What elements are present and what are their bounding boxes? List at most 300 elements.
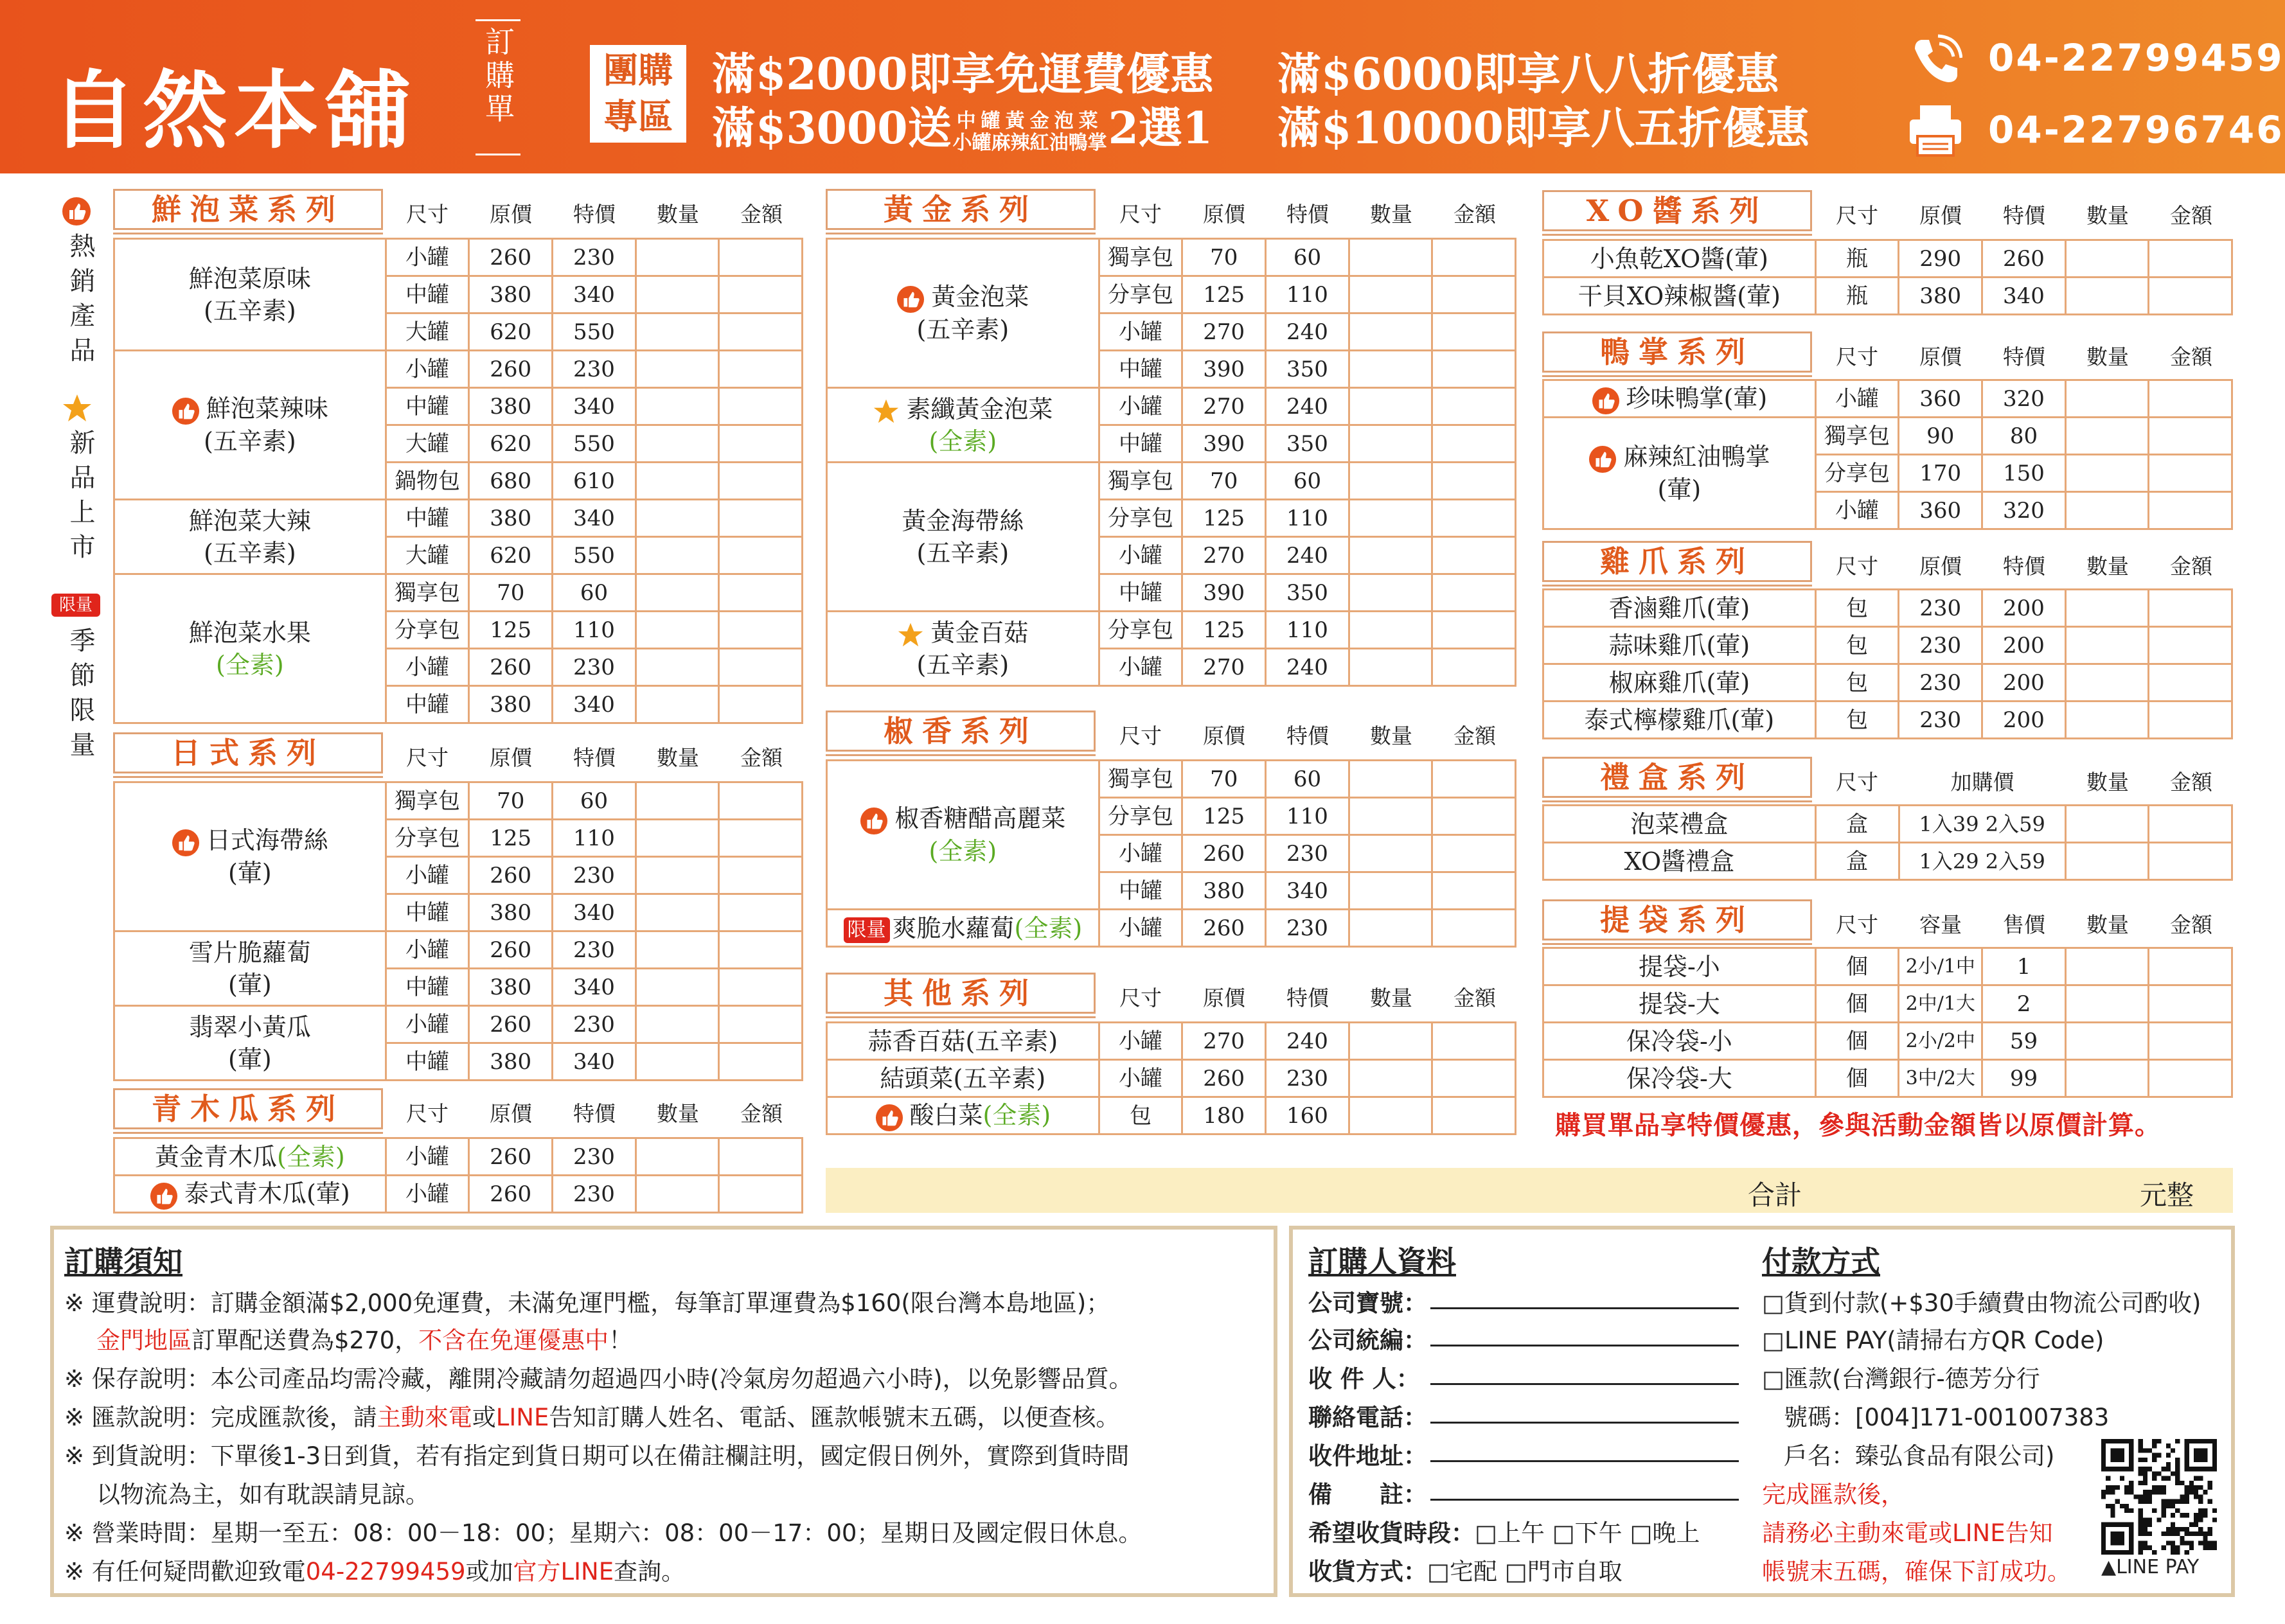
linepay-label: ▲LINE PAY [2101, 1556, 2200, 1578]
table-row [1543, 664, 2232, 702]
amount-cell [1432, 1060, 1516, 1097]
notice-contact-line[interactable]: 官方LINE [513, 1558, 614, 1585]
promo-free-shipping: 滿$2000即享免運費優惠 [712, 49, 1214, 100]
column-header: 尺寸 [1836, 203, 1878, 228]
product-name-cell [1543, 278, 1816, 315]
quantity-cell[interactable] [1349, 463, 1432, 500]
amount-cell [2149, 806, 2232, 843]
product-name: 黃金泡菜 [931, 283, 1029, 312]
column-header: 數量 [2086, 770, 2129, 795]
column-header: 數量 [2086, 344, 2129, 369]
header-phone-number: 04-22799459 [1988, 36, 2284, 80]
quantity-cell[interactable] [636, 969, 719, 1006]
quantity-cell[interactable] [636, 463, 719, 500]
table-row [1543, 627, 2232, 664]
quantity-cell[interactable] [636, 574, 719, 612]
amount-cell [2149, 985, 2232, 1023]
size-cell: 分享包 [1099, 612, 1182, 649]
payment-cod[interactable]: □貨到付款(+$30手續費由物流公司酌收) [1762, 1289, 2201, 1317]
special-price-cell: 350 [1266, 574, 1349, 612]
delivery-time-label: 希望收貨時段： [1308, 1519, 1475, 1547]
column-header: 尺寸 [1836, 770, 1878, 795]
product-name-cell [1543, 806, 1816, 843]
size-cell: 分享包 [1815, 455, 1899, 492]
product-table [113, 238, 803, 724]
legend-hot-text [62, 233, 93, 382]
brand-name: 自然本舖 [51, 62, 416, 161]
column-header: 尺寸 [1836, 912, 1878, 937]
payment-account: 號碼：[004]171-001007383 [1784, 1404, 2110, 1431]
product-tag: (五辛素) [916, 315, 1009, 344]
original-price-cell: 620 [469, 425, 553, 463]
quantity-cell[interactable] [636, 857, 719, 894]
quantity-cell[interactable] [2065, 702, 2149, 739]
amount-cell [1432, 239, 1516, 276]
notice-remit-call: 主動來電 [377, 1404, 472, 1431]
original-price-cell: 260 [469, 649, 553, 686]
section-title: 鮮泡菜系列 [113, 189, 383, 230]
amount-cell [719, 1176, 803, 1213]
quantity-cell[interactable] [1349, 537, 1432, 574]
column-header: 尺寸 [1119, 723, 1162, 748]
total-label: 合計 [1748, 1179, 1802, 1211]
quantity-cell[interactable] [1349, 612, 1432, 649]
size-cell: 小罐 [1099, 910, 1182, 947]
quantity-cell[interactable] [2065, 985, 2149, 1023]
product-name: 泡菜禮盒 [1630, 809, 1729, 838]
table-row [827, 388, 1516, 425]
product-name: 黃金百菇 [930, 618, 1029, 647]
quantity-cell[interactable] [636, 894, 719, 931]
quantity-cell[interactable] [1349, 1060, 1432, 1097]
product-table [1542, 239, 2233, 315]
amount-cell [719, 388, 803, 425]
table-row [1543, 240, 2232, 278]
size-cell: 小罐 [1815, 492, 1899, 529]
amount-cell [719, 351, 803, 388]
amount-cell [1432, 574, 1516, 612]
product-name-cell [1543, 590, 1816, 627]
notice-delivery-2: 以物流為主，如有耽誤請見諒。 [96, 1481, 429, 1508]
phone-input[interactable] [1430, 1398, 1739, 1424]
quantity-cell[interactable] [1349, 574, 1432, 612]
field-recipient-label: 收 件 人： [1308, 1365, 1420, 1393]
amount-cell [2149, 843, 2232, 880]
amount-cell [2149, 1060, 2232, 1097]
table-row [1543, 380, 2232, 418]
original-price-cell: 260 [469, 351, 553, 388]
size-cell: 小罐 [386, 239, 469, 276]
quantity-cell[interactable] [1349, 239, 1432, 276]
quantity-cell[interactable] [636, 1176, 719, 1213]
special-price-cell: 230 [553, 649, 636, 686]
special-price-cell: 240 [1266, 649, 1349, 686]
quantity-cell[interactable] [2065, 380, 2149, 418]
promo-85-discount: 滿$10000即享八五折優惠 [1277, 103, 1809, 154]
address-input[interactable] [1430, 1436, 1739, 1462]
star-icon [62, 393, 93, 423]
payment-warning-2: 請務必主動來電或LINE告知 [1762, 1519, 2053, 1547]
quantity-cell[interactable] [636, 388, 719, 425]
special-price-cell: 200 [1982, 702, 2066, 739]
quantity-cell[interactable] [1349, 835, 1432, 872]
column-header: 特價 [573, 745, 616, 770]
quantity-cell[interactable] [636, 612, 719, 649]
product-name: 香滷雞爪(葷) [1608, 594, 1750, 622]
quantity-cell[interactable] [2065, 455, 2149, 492]
amount-cell [1432, 910, 1516, 947]
star-icon [897, 622, 924, 648]
column-header: 尺寸 [1836, 344, 1878, 369]
section-title: 其他系列 [826, 973, 1096, 1014]
size-cell: 中罐 [386, 686, 469, 723]
quantity-cell[interactable] [1349, 500, 1432, 537]
table-row [114, 500, 803, 537]
product-name-cell [827, 463, 1099, 612]
amount-cell [1432, 425, 1516, 463]
amount-cell [719, 686, 803, 723]
order-form-label [476, 19, 520, 155]
table-row [114, 239, 803, 276]
fax-icon [1908, 104, 1962, 157]
qr-code-icon[interactable] [2101, 1439, 2217, 1555]
column-header: 容量 [1919, 912, 1962, 937]
amount-cell [2149, 492, 2232, 529]
amount-cell [719, 612, 803, 649]
product-name-cell [1543, 702, 1816, 739]
product-name-cell [114, 1006, 386, 1081]
original-price-cell: 380 [1899, 278, 1982, 315]
size-cell: 小罐 [1099, 313, 1182, 351]
size-cell: 小罐 [1815, 380, 1899, 418]
section-title: 雞爪系列 [1542, 541, 1812, 582]
quantity-cell[interactable] [1349, 388, 1432, 425]
column-header: 特價 [1286, 985, 1329, 1011]
table-row [114, 1138, 803, 1176]
product-name: 鮮泡菜原味 [188, 264, 311, 293]
amount-cell [2149, 380, 2232, 418]
thumbs-up-icon [1592, 387, 1620, 415]
quantity-cell[interactable] [636, 276, 719, 313]
table-row [827, 761, 1516, 798]
special-price-cell: 340 [1266, 872, 1349, 910]
header-banner [0, 0, 2285, 173]
product-name-cell [827, 239, 1099, 388]
quantity-cell[interactable] [1349, 649, 1432, 686]
product-name-cell [114, 1138, 386, 1176]
section-title: 鴨掌系列 [1542, 331, 1812, 373]
product-name: 雪片脆蘿蔔 [188, 938, 311, 967]
size-cell: 個 [1815, 1023, 1899, 1060]
quantity-cell[interactable] [1349, 910, 1432, 947]
tax-id-input[interactable] [1430, 1321, 1739, 1346]
product-name: 翡翠小黃瓜 [188, 1012, 311, 1041]
quantity-cell[interactable] [1349, 425, 1432, 463]
original-price-cell: 390 [1182, 574, 1266, 612]
delivery-method-options[interactable]: □宅配 □門市自取 [1427, 1558, 1623, 1585]
original-price-cell: 125 [469, 612, 553, 649]
quantity-cell[interactable] [2065, 418, 2149, 455]
original-price-cell: 70 [469, 782, 553, 820]
table-row [827, 1060, 1516, 1097]
quantity-cell[interactable] [2065, 627, 2149, 664]
size-cell: 鍋物包 [386, 463, 469, 500]
amount-cell [1432, 835, 1516, 872]
table-row [114, 1006, 803, 1043]
table-row [1543, 806, 2232, 843]
section-title: 黃金系列 [826, 189, 1096, 230]
product-name: 鮮泡菜辣味 [206, 394, 328, 423]
special-price-cell: 230 [1266, 1060, 1349, 1097]
quantity-cell[interactable] [636, 820, 719, 857]
special-price-cell: 230 [553, 857, 636, 894]
product-tag: (五辛素) [916, 650, 1009, 679]
product-name-cell [114, 1176, 386, 1213]
original-price-cell: 260 [469, 1176, 553, 1213]
quantity-cell[interactable] [636, 931, 719, 969]
special-price-cell: 110 [1266, 612, 1349, 649]
quantity-cell[interactable] [2065, 492, 2149, 529]
amount-cell [2149, 948, 2232, 985]
special-price-cell: 340 [1982, 278, 2066, 315]
column-header: 金額 [2170, 770, 2212, 795]
amount-cell [1432, 537, 1516, 574]
quantity-cell[interactable] [1349, 1023, 1432, 1060]
column-header: 尺寸 [1119, 202, 1162, 227]
product-name: 麻辣紅油鴨掌 [1623, 443, 1770, 472]
legend-new-label: 新品上市 [66, 429, 95, 568]
column-header: 金額 [2170, 344, 2212, 369]
quantity-cell[interactable] [1349, 276, 1432, 313]
original-price-cell: 680 [469, 463, 553, 500]
amount-cell [719, 894, 803, 931]
thumbs-up-icon [860, 807, 888, 835]
table-row [1543, 948, 2232, 985]
table-row [827, 612, 1516, 649]
quantity-cell[interactable] [1349, 798, 1432, 835]
notice-shipping: ※ 運費說明：訂購金額滿$2,000免運費，未滿免運門檻，每筆訂單運費為$160(限台灣本島地區)； [64, 1289, 1110, 1317]
quantity-cell[interactable] [2065, 1023, 2149, 1060]
delivery-method-label: 收貨方式： [1308, 1558, 1427, 1585]
special-price-cell: 230 [553, 1176, 636, 1213]
column-header: 尺寸 [1836, 554, 1878, 579]
quantity-cell[interactable] [636, 537, 719, 574]
product-tag: (全素) [982, 1101, 1051, 1130]
add-price-cell: 1入29 2入59 [1899, 843, 2065, 880]
quantity-cell[interactable] [1349, 761, 1432, 798]
column-header: 數量 [2086, 203, 2129, 228]
quantity-cell[interactable] [636, 686, 719, 723]
product-tag: (葷) [1657, 475, 1702, 504]
quantity-cell[interactable] [636, 425, 719, 463]
size-cell: 獨享包 [1099, 239, 1182, 276]
notice-storage: ※ 保存說明：本公司產品均需冷藏，離開冷藏請勿超過四小時(冷氣房勿超過六小時)，以免影響品質。 [64, 1365, 1133, 1393]
quantity-cell[interactable] [636, 239, 719, 276]
table-row [827, 463, 1516, 500]
original-price-cell: 180 [1182, 1097, 1266, 1134]
payment-linepay[interactable]: □LINE PAY(請掃右方QR Code) [1762, 1327, 2104, 1354]
column-header: 原價 [490, 1101, 532, 1126]
quantity-cell[interactable] [636, 1138, 719, 1176]
promo-gift-pre: 滿$3000送 [712, 103, 952, 154]
product-table [826, 1021, 1516, 1135]
original-price-cell: 620 [469, 313, 553, 351]
product-name-cell [114, 782, 386, 931]
original-price-cell: 125 [469, 820, 553, 857]
special-price-cell: 230 [553, 351, 636, 388]
amount-cell [1432, 649, 1516, 686]
special-price-cell: 340 [553, 500, 636, 537]
table-row [1543, 278, 2232, 315]
quantity-cell[interactable] [636, 351, 719, 388]
table-row [1543, 1023, 2232, 1060]
product-name-cell [114, 500, 386, 574]
quantity-cell[interactable] [1349, 1097, 1432, 1134]
amount-cell [1432, 872, 1516, 910]
quantity-cell[interactable] [2065, 948, 2149, 985]
quantity-cell[interactable] [636, 313, 719, 351]
amount-cell [719, 1043, 803, 1081]
original-price-cell: 230 [1899, 627, 1982, 664]
size-cell: 包 [1815, 590, 1899, 627]
total-unit: 元整 [2140, 1179, 2194, 1211]
quantity-cell[interactable] [2065, 278, 2149, 315]
original-price-cell: 390 [1182, 425, 1266, 463]
special-price-cell: 110 [1266, 798, 1349, 835]
column-header: 數量 [657, 1101, 699, 1126]
payment-warning-3: 帳號末五碼，確保下訂成功。 [1762, 1558, 2071, 1585]
sale-price-cell: 99 [1982, 1060, 2066, 1097]
original-price-cell: 260 [469, 1138, 553, 1176]
product-name: 酸白菜 [909, 1101, 983, 1130]
notice-kinmen-excluded: 不含在免運優惠中 [418, 1327, 609, 1354]
amount-cell [2149, 278, 2232, 315]
column-header: 原價 [490, 202, 532, 227]
special-price-cell: 80 [1982, 418, 2066, 455]
notice-contact-phone[interactable]: 04-22799459 [305, 1558, 466, 1585]
size-cell: 大罐 [386, 425, 469, 463]
quantity-cell[interactable] [2065, 664, 2149, 702]
quantity-cell[interactable] [1349, 872, 1432, 910]
product-name-cell [1543, 627, 1816, 664]
notice-kinmen-area: 金門地區 [96, 1327, 191, 1354]
original-price-cell: 70 [469, 574, 553, 612]
original-price-cell: 125 [1182, 276, 1266, 313]
product-table [113, 1137, 803, 1214]
quantity-cell[interactable] [636, 1006, 719, 1043]
product-name: 黃金青木瓜 [155, 1142, 278, 1171]
product-name: 泰式檸檬雞爪(葷) [1584, 705, 1775, 734]
column-header: 金額 [2170, 203, 2212, 228]
recipient-input[interactable] [1430, 1359, 1739, 1385]
original-price-cell: 230 [1899, 664, 1982, 702]
company-input[interactable] [1430, 1284, 1739, 1309]
legend-hot-label: 熱銷產品 [66, 233, 95, 371]
size-cell: 中罐 [386, 500, 469, 537]
notice-title: 訂購須知 [64, 1244, 182, 1279]
column-header: 原價 [1203, 723, 1245, 748]
special-price-cell: 340 [553, 1043, 636, 1081]
quantity-cell[interactable] [2065, 240, 2149, 278]
table-row [1543, 418, 2232, 455]
size-cell: 瓶 [1815, 278, 1899, 315]
product-tag: (全素) [929, 427, 997, 455]
original-price-cell: 380 [469, 969, 553, 1006]
size-cell: 獨享包 [386, 782, 469, 820]
delivery-time-options[interactable]: □上午 □下午 □晚上 [1475, 1519, 1700, 1547]
column-header: 金額 [740, 202, 783, 227]
column-header: 數量 [657, 202, 699, 227]
payment-transfer[interactable]: □匯款(台灣銀行-德芳分行 [1762, 1365, 2040, 1393]
product-name: 蒜香百菇(五辛素) [867, 1027, 1058, 1055]
size-cell: 瓶 [1815, 240, 1899, 278]
quantity-cell[interactable] [636, 500, 719, 537]
table-row [114, 931, 803, 969]
table-row [1543, 702, 2232, 739]
special-price-cell: 260 [1982, 240, 2066, 278]
size-cell: 盒 [1815, 843, 1899, 880]
original-price-cell: 290 [1899, 240, 1982, 278]
product-name-cell [827, 1097, 1099, 1134]
amount-cell [1432, 463, 1516, 500]
quantity-cell[interactable] [636, 649, 719, 686]
special-price-cell: 60 [553, 574, 636, 612]
capacity-cell: 3中/2大 [1899, 1060, 1982, 1097]
size-cell: 分享包 [386, 820, 469, 857]
column-header: 售價 [2003, 912, 2045, 937]
quantity-cell[interactable] [1349, 351, 1432, 388]
column-header: 金額 [2170, 912, 2212, 937]
quantity-cell[interactable] [2065, 843, 2149, 880]
size-cell: 分享包 [1099, 798, 1182, 835]
quantity-cell[interactable] [2065, 806, 2149, 843]
original-price-cell: 380 [469, 894, 553, 931]
quantity-cell[interactable] [636, 1043, 719, 1081]
product-name: 日式海帶絲 [206, 826, 328, 855]
section-title: 提袋系列 [1542, 899, 1812, 940]
quantity-cell[interactable] [2065, 1060, 2149, 1097]
thumbs-up-icon [172, 397, 200, 425]
amount-cell [719, 782, 803, 820]
size-cell: 小罐 [1099, 835, 1182, 872]
quantity-cell[interactable] [1349, 313, 1432, 351]
quantity-cell[interactable] [636, 782, 719, 820]
sale-price-cell: 2 [1982, 985, 2066, 1023]
column-header: 數量 [2086, 554, 2129, 579]
table-row [114, 351, 803, 388]
amount-cell [2149, 418, 2232, 455]
column-header: 尺寸 [406, 1101, 449, 1126]
legend-new-text [62, 429, 93, 578]
column-header: 數量 [1370, 202, 1412, 227]
size-cell: 個 [1815, 1060, 1899, 1097]
promo-gift [712, 94, 1213, 156]
legend-seasonal-label: 季節限量 [66, 627, 95, 766]
product-name: 小魚乾XO醬(葷) [1590, 244, 1768, 273]
remark-input[interactable] [1430, 1475, 1739, 1501]
column-header: 原價 [1203, 985, 1245, 1011]
quantity-cell[interactable] [2065, 590, 2149, 627]
product-table [826, 759, 1516, 948]
amount-cell [2149, 1023, 2232, 1060]
special-price-cell: 230 [553, 931, 636, 969]
size-cell: 包 [1099, 1097, 1182, 1134]
table-row [827, 1023, 1516, 1060]
product-tag: (葷) [228, 1045, 272, 1073]
notice-contact-or: 或加 [465, 1558, 513, 1585]
product-name-cell [1543, 1060, 1816, 1097]
original-price-cell: 260 [469, 931, 553, 969]
